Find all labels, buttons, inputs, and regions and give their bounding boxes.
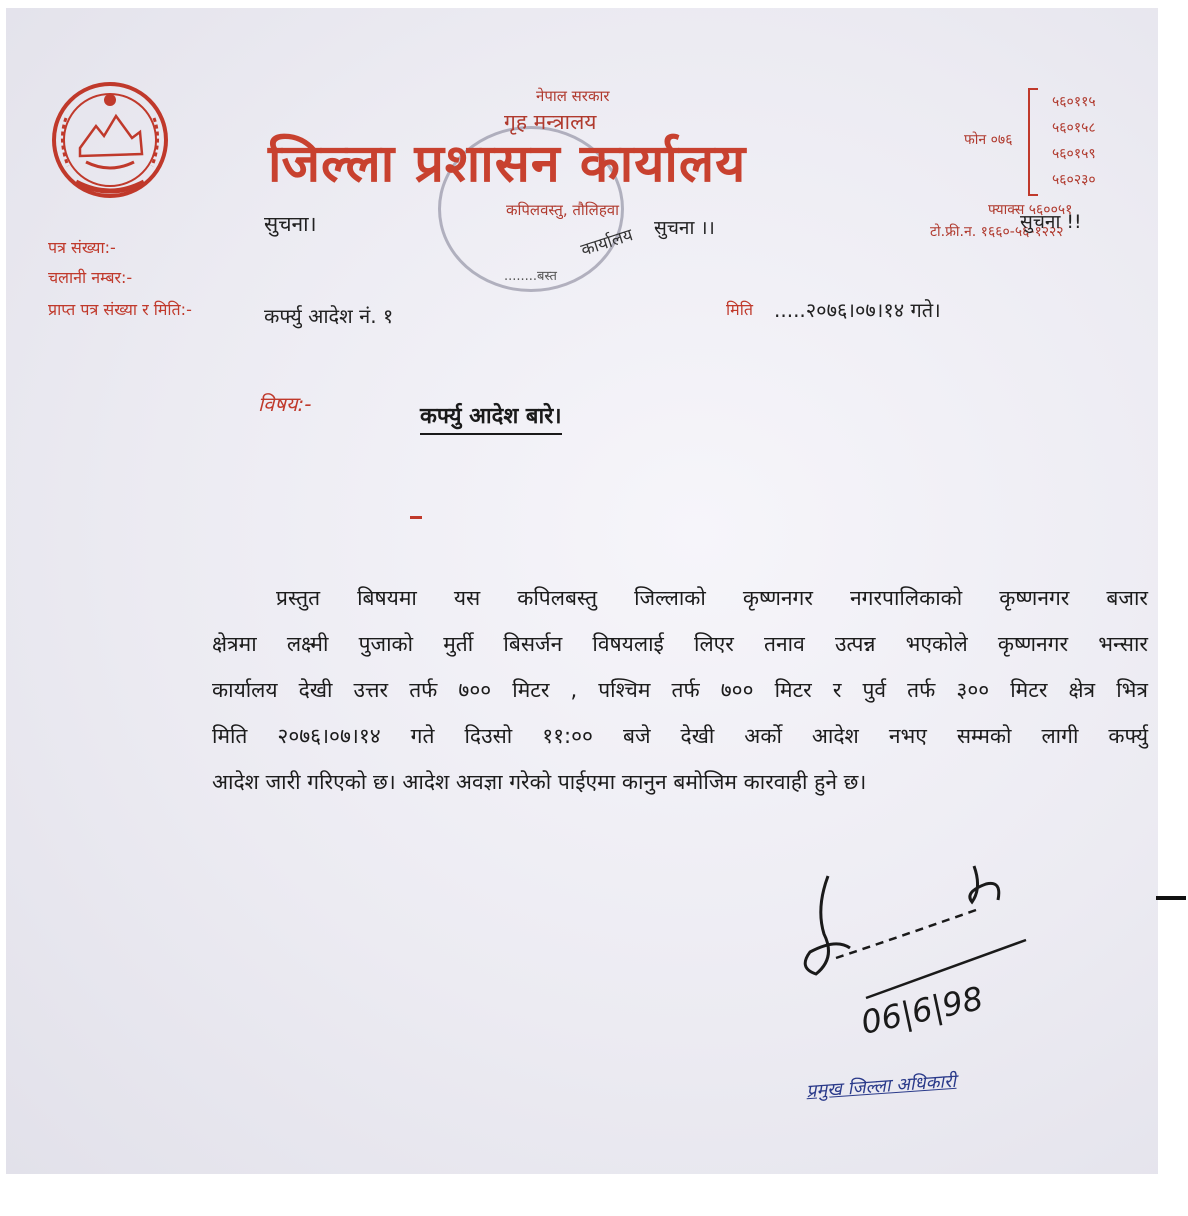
phone-number: ५६०११५ <box>1052 94 1096 110</box>
officer-title-stamp: प्रमुख जिल्ला अधिकारी <box>805 1070 957 1103</box>
body-line: आदेश जारी गरिएको छ। आदेश अवज्ञा गरेको पाईएमा कानुन बमोजिम कारवाही हुने छ। <box>212 770 867 794</box>
phone-number: ५६०२३० <box>1052 172 1096 188</box>
date-value: .....२०७६।०७।१४ गते। <box>774 298 941 322</box>
notice-letter <box>6 8 1158 1174</box>
government-label: नेपाल सरकार <box>536 87 610 105</box>
phone-number: ५६०१५९ <box>1052 146 1096 162</box>
received-letter-label: प्राप्त पत्र संख्या र मिति:- <box>48 300 192 319</box>
ministry-label: गृह मन्त्रालय <box>504 110 597 134</box>
subject-label: विषय:- <box>258 392 312 416</box>
svg-text:06|6|98: 06|6|98 <box>857 979 987 1042</box>
district-label: कपिलवस्तु, तौलिहवा <box>506 201 620 219</box>
notice-label-right: सुचना !! <box>1020 211 1082 233</box>
toll-free-number: टो.फ्री.न. १६६०-५६-१२२२ <box>930 224 1064 240</box>
curfew-order-number: कर्फ्यु आदेश नं. १ <box>264 304 394 328</box>
handwritten-signature <box>776 848 1076 1068</box>
office-title: जिल्ला प्रशासन कार्यालय <box>268 134 747 194</box>
body-line: मिति २०७६।०७।१४ गते दिउसो ११:०० बजे देखी अर्को आदेश नभए सम्मको लागी कर्फ्यु <box>212 724 1148 748</box>
stamp-bottom-text: ........बस्त <box>504 269 557 284</box>
date-label: मिति <box>726 300 753 319</box>
fax-number: फ्याक्स ५६००५१ <box>988 202 1073 218</box>
phone-number: ५६०१५८ <box>1052 120 1096 136</box>
dispatch-number-label: चलानी नम्बर:- <box>48 268 133 287</box>
letter-number-label: पत्र संख्या:- <box>48 238 116 257</box>
notice-label-middle: सुचना ।। <box>654 217 715 239</box>
body-line: क्षेत्रमा लक्ष्मी पुजाको मुर्ती बिसर्जन विषयलाई लिएर तनाव उत्पन्न भएकोले कृष्णनगर भन्सार <box>212 632 1148 656</box>
phone-label: फोन ०७६ <box>964 132 1013 148</box>
edge-mark <box>1156 896 1186 900</box>
body-line: कार्यालय देखी उत्तर तर्फ ७०० मिटर , पश्चिम तर्फ ७०० मिटर र पुर्व तर्फ ३०० मिटर क्षेत्र भित्र <box>212 678 1148 702</box>
subject-text: कर्फ्यु आदेश बारे। <box>420 400 562 435</box>
notice-label-left: सुचना। <box>264 212 317 236</box>
phone-bracket <box>1028 88 1038 196</box>
stamp-text: कार्यालय <box>578 225 636 261</box>
body-line: प्रस्तुत बिषयमा यस कपिलबस्तु जिल्लाको कृष्णनगर नगरपालिकाको कृष्णनगर बजार <box>276 586 1148 610</box>
nepal-government-emblem-icon <box>46 78 174 202</box>
ink-mark <box>410 516 422 519</box>
